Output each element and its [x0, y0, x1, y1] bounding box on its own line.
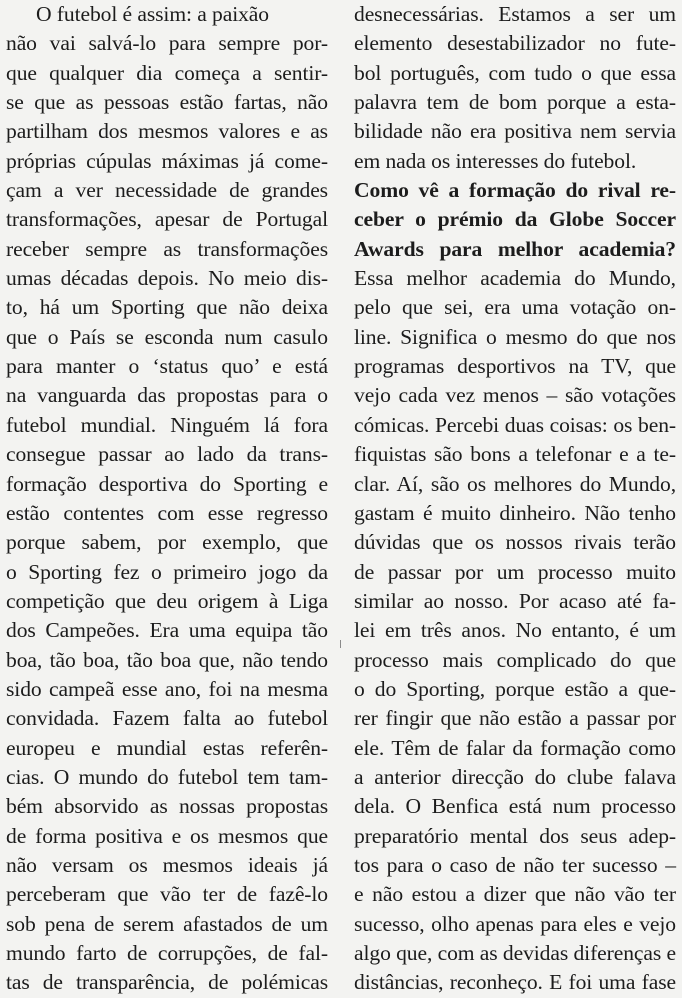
- text-line: algo que, com as devidas diferenças e: [354, 941, 676, 965]
- text-line: convidada. Fazem falta ao futebol: [6, 706, 328, 731]
- column-divider-mark: [340, 640, 341, 648]
- text-line: o Sporting fez o primeiro jogo da: [6, 559, 328, 584]
- text-line: lei em três anos. No entanto, é um: [354, 618, 676, 643]
- text-line: to, há um Sporting que não deixa: [6, 295, 328, 320]
- text-line: tas de transparência, de polémicas: [6, 970, 328, 995]
- text-line: fiquistas são bons a telefonar e a te-: [354, 442, 676, 467]
- answer-paragraph: [354, 264, 676, 998]
- text-line: distâncias, reconheço. E foi uma fase: [354, 970, 676, 995]
- text-line: gastam é muito dinheiro. Não tenho: [354, 500, 676, 525]
- text-line: a anterior direcção do clube falava: [354, 764, 676, 789]
- text-line: competição que deu origem à Liga: [6, 588, 328, 613]
- text-line: bém absorvido as nossas propostas: [6, 794, 328, 819]
- text-line: O futebol é assim: a paixão: [36, 2, 269, 26]
- text-line: desnecessárias. Estamos a ser um: [354, 2, 676, 26]
- text-line: em nada os interesses do futebol.: [354, 148, 637, 173]
- text-line: que o País se esconda num casulo: [6, 324, 328, 349]
- text-line: vejo cada vez menos – são votações: [354, 383, 676, 408]
- answer-paragraph-end: [354, 0, 676, 176]
- text-line: çam a ver necessidade de grandes: [6, 178, 328, 203]
- interview-question: [354, 176, 676, 264]
- text-line: sob pena de serem afastados de um: [6, 911, 328, 936]
- question-line: Awards para melhor academia?: [354, 236, 676, 261]
- text-line: preparatório mental dos seus adep-: [354, 823, 676, 848]
- text-line: próprias cúpulas máximas já come-: [6, 148, 328, 173]
- text-line: futebol mundial. Ninguém lá fora: [6, 412, 328, 437]
- right-text-column: [354, 0, 676, 998]
- text-line: não vai salvá-lo para sempre por-: [6, 31, 328, 56]
- text-line: boa, tão boa, tão boa que, não tendo: [6, 647, 328, 672]
- text-line: que qualquer dia começa a sentir-: [6, 60, 328, 85]
- text-line: clar. Aí, são os melhores do Mundo,: [354, 471, 676, 496]
- text-line: bilidade não era positiva nem servia: [354, 119, 676, 144]
- text-line: cias. O mundo do futebol tem tam-: [6, 764, 328, 789]
- text-line: receber sempre as transformações: [6, 236, 328, 261]
- text-line: sucesso, olho apenas para eles e vejo: [354, 911, 676, 936]
- text-line: formação desportiva do Sporting e: [6, 471, 328, 496]
- text-line: europeu e mundial estas referên-: [6, 735, 328, 760]
- text-line: partilham dos mesmos valores e as: [6, 119, 328, 144]
- text-line: bol português, com tudo o que essa: [354, 60, 676, 85]
- question-line: Como vê a formação do rival re-: [354, 178, 676, 203]
- text-line: para manter o ‘status quo’ e está: [6, 354, 328, 379]
- text-line: se que as pessoas estão fartas, não: [6, 90, 328, 115]
- text-line: estão contentes com esse regresso: [6, 500, 328, 525]
- text-line: processo mais complicado do que: [354, 647, 676, 672]
- text-line: o do Sporting, porque estão a que-: [354, 676, 676, 701]
- text-line: line. Significa o mesmo do que nos: [354, 324, 676, 349]
- text-line: consegue passar ao lado da trans-: [6, 442, 328, 467]
- question-line: ceber o prémio da Globe Soccer: [354, 207, 676, 232]
- text-line: rer fingir que não estão a passar por: [354, 706, 676, 731]
- text-line: não versam os mesmos ideais já: [6, 852, 328, 877]
- text-line: dos Campeões. Era uma equipa tão: [6, 618, 328, 643]
- text-line: e não estou a dizer que não vão ter: [354, 882, 676, 907]
- text-line: porque sabem, por exemplo, que: [6, 530, 328, 555]
- text-line: tos para o caso de não ter sucesso –: [354, 852, 676, 877]
- text-line: transformações, apesar de Portugal: [6, 207, 328, 232]
- text-line: dúvidas que os nossos rivais terão: [354, 530, 676, 555]
- text-line: dela. O Benfica está num processo: [354, 794, 676, 819]
- text-line: palavra tem de bom porque a esta-: [354, 90, 676, 115]
- text-line: perceberam que vão ter de fazê-lo: [6, 882, 328, 907]
- text-line: sido campeã esse ano, foi na mesma: [6, 676, 328, 701]
- text-line: ele. Têm de falar da formação como: [354, 735, 676, 760]
- text-line: de forma positiva e os mesmos que: [6, 823, 328, 848]
- text-line: similar ao nosso. Por acaso até fa-: [354, 588, 676, 613]
- text-line: pelo que sei, era uma votação on-: [354, 295, 676, 320]
- left-text-column: [6, 0, 328, 998]
- text-line: umas décadas depois. No meio dis-: [6, 266, 328, 291]
- text-line: elemento desestabilizador no fute-: [354, 31, 676, 56]
- text-line: na vanguarda das propostas para o: [6, 383, 328, 408]
- text-line: Essa melhor academia do Mundo,: [354, 266, 676, 291]
- text-line: mundo farto de corrupções, de fal-: [6, 941, 328, 965]
- text-line: de passar por um processo muito: [354, 559, 676, 584]
- text-line: programas desportivos na TV, que: [354, 354, 676, 379]
- text-line: cómicas. Percebi duas coisas: os ben-: [354, 412, 676, 437]
